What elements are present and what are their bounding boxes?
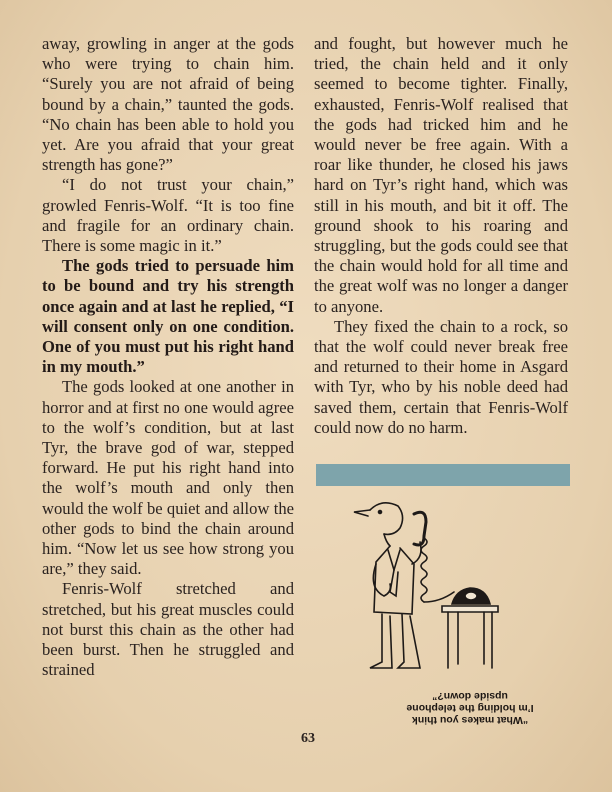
left-text-column <box>42 34 294 681</box>
caption-line: “What makes you think <box>411 714 529 726</box>
right-text-column <box>314 34 568 438</box>
caption-line: I’m holding the telephone <box>406 702 534 714</box>
paragraph: and fought, but however much he tried, the chain held and it only seemed to become tighter. Finally, exhausted, Fenris-Wolf realised that the gods had tricked him and he would never be free again. With a roar like thunder, he closed his jaws hard on Tyr’s right hand, which was still in his mouth, and bit it off. The ground shook to his roaring and struggling, but the gods could see that the chain would hold for all time and the great wolf was no longer a danger to anyone. <box>314 34 568 316</box>
paragraph: Fenris-Wolf stretched and stretched, but his great muscles could not burst this chain as the other had been burst. Then he struggled and strained <box>42 579 294 680</box>
cartoon-caption <box>370 690 570 726</box>
page-number: 63 <box>301 731 315 746</box>
color-banner <box>316 464 570 486</box>
paragraph: The gods tried to persuade him to be bound and try his strength once again and at last he replied, “I will consent only on one condition. One of you must put his right hand in my mouth.” <box>42 256 294 377</box>
man-on-telephone-illustration <box>340 492 520 682</box>
cartoon-illustration <box>340 492 520 682</box>
paragraph: away, growling in anger at the gods who were trying to chain him. “Surely you are not afraid of being bound by a chain,” taunted the gods. “No chain has been able to hold you yet. Are you afraid that your great strength has gone?” <box>42 34 294 175</box>
caption-line: upside down?” <box>432 690 508 702</box>
paragraph: “I do not trust your chain,” growled Fenris-Wolf. “It is too fine and fragile for an ordinary chain. There is some magic in it.” <box>42 175 294 256</box>
paragraph: They fixed the chain to a rock, so that the wolf could never break free and returned to their home in Asgard with Tyr, who by his noble deed had saved them, certain that Fenris-Wolf could now do no harm. <box>314 316 568 437</box>
paragraph: The gods looked at one another in horror and at first no one would agree to the wolf’s condition, but at last Tyr, the brave god of war, stepped forward. He put his right hand into the wolf’s mouth and only then would the wolf be quiet and allow the other gods to bind the chain around him. “Now let us see how strong you are,” they said. <box>42 377 294 579</box>
